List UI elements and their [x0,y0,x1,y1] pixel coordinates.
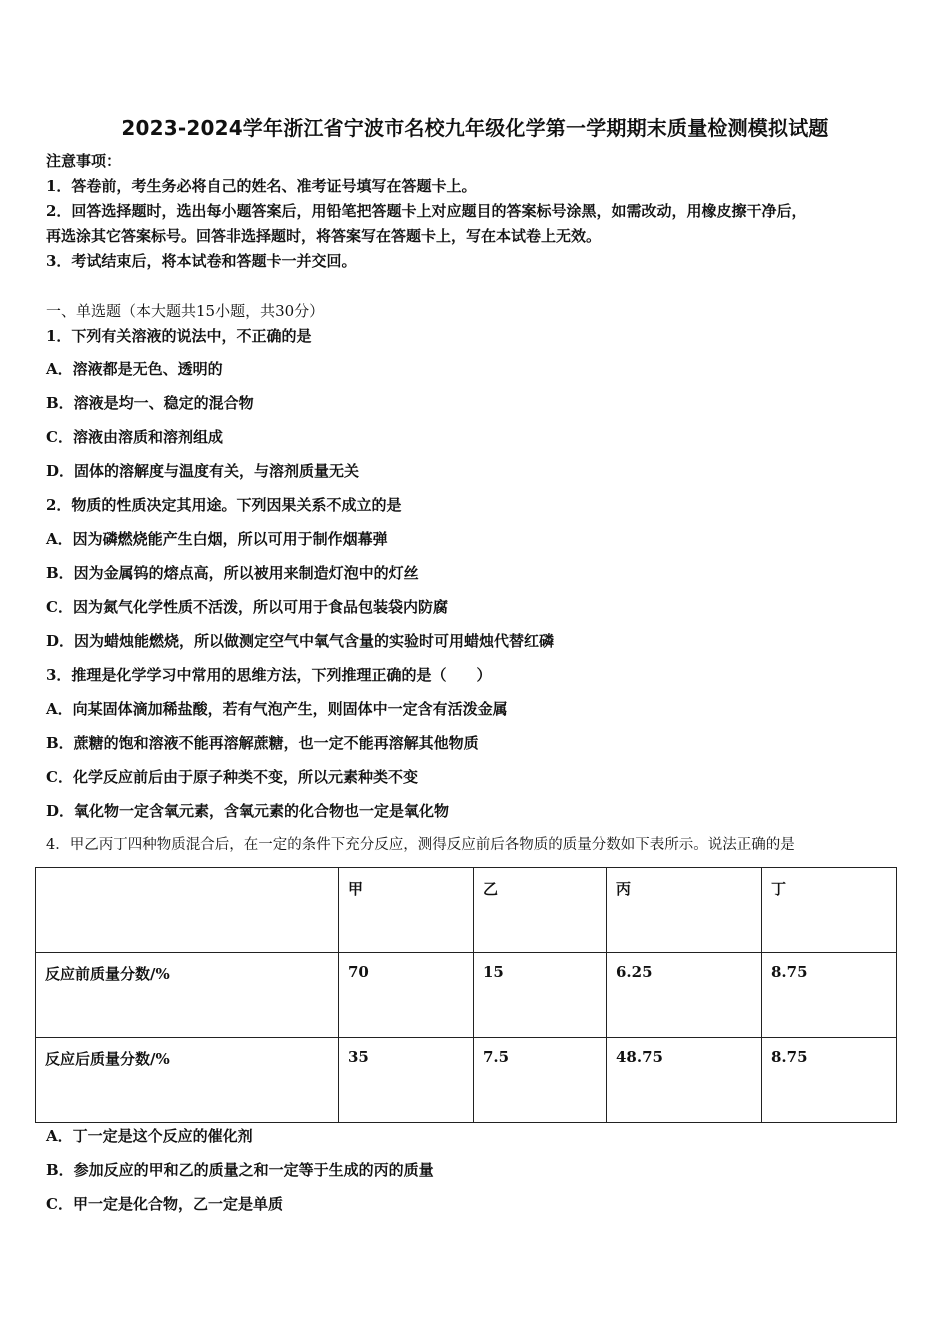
question-option: C．化学反应前后由于原子种类不变，所以元素种类不变 [46,768,418,786]
table-cell: 6.25 [607,953,762,1038]
question-option: B．参加反应的甲和乙的质量之和一定等于生成的丙的质量 [46,1161,434,1179]
table-row [36,1038,897,1123]
table-cell [36,868,339,953]
question-option: A．向某固体滴加稀盐酸，若有气泡产生，则固体中一定含有活泼金属 [46,700,508,718]
question-option: B．蔗糖的饱和溶液不能再溶解蔗糖，也一定不能再溶解其他物质 [46,734,479,752]
table-row [36,953,897,1038]
table-header-cell: 丁 [762,868,897,953]
notice-item: 3．考试结束后，将本试卷和答题卡一并交回。 [46,252,357,270]
question-option: D．固体的溶解度与温度有关，与溶剂质量无关 [46,462,360,480]
question-option: B．因为金属钨的熔点高，所以被用来制造灯泡中的灯丝 [46,564,419,582]
question-option: A．丁一定是这个反应的催化剂 [46,1127,253,1145]
table-cell: 70 [339,953,474,1038]
table-cell: 35 [339,1038,474,1123]
question-stem: 1．下列有关溶液的说法中，不正确的是 [46,327,312,345]
notice-heading: 注意事项： [46,152,122,170]
table-header-cell: 乙 [474,868,607,953]
table-header-cell: 甲 [339,868,474,953]
table-row-label: 反应前质量分数/% [36,953,339,1038]
table-cell: 15 [474,953,607,1038]
table-header-row [36,868,897,953]
question-option: C．溶液由溶质和溶剂组成 [46,428,223,446]
question-option: C．甲一定是化合物，乙一定是单质 [46,1195,283,1213]
notice-item: 再选涂其它答案标号。回答非选择题时，将答案写在答题卡上，写在本试卷上无效。 [46,227,602,245]
page-title: 2023-2024学年浙江省宁波市名校九年级化学第一学期期末质量检测模拟试题 [121,116,829,140]
notice-item: 2．回答选择题时，选出每小题答案后，用铅笔把答题卡上对应题目的答案标号涂黑，如需改动，用橡皮擦干净后， [46,202,807,220]
question-stem: 3．推理是化学学习中常用的思维方法，下列推理正确的是（ ） [46,666,492,684]
table-cell: 8.75 [762,1038,897,1123]
question-option: D．氧化物一定含氧元素，含氧元素的化合物也一定是氧化物 [46,802,450,820]
question-option: D．因为蜡烛能燃烧，所以做测定空气中氧气含量的实验时可用蜡烛代替红磷 [46,632,555,650]
question-stem: 4．甲乙丙丁四种物质混合后，在一定的条件下充分反应，测得反应前后各物质的质量分数如下表所示。说法正确的是 [46,837,795,853]
question-option: B．溶液是均一、稳定的混合物 [46,394,254,412]
table-cell: 7.5 [474,1038,607,1123]
question-option: A．溶液都是无色、透明的 [46,360,223,378]
section-heading: 一、单选题（本大题共15小题，共30分） [46,302,325,320]
table-cell: 48.75 [607,1038,762,1123]
question-stem: 2．物质的性质决定其用途。下列因果关系不成立的是 [46,496,402,514]
mass-fraction-table [35,867,897,1123]
table-header-cell: 丙 [607,868,762,953]
question-option: C．因为氮气化学性质不活泼，所以可用于食品包装袋内防腐 [46,598,448,616]
question-option: A．因为磷燃烧能产生白烟，所以可用于制作烟幕弹 [46,530,388,548]
table-cell: 8.75 [762,953,897,1038]
table-row-label: 反应后质量分数/% [36,1038,339,1123]
notice-item: 1．答卷前，考生务必将自己的姓名、准考证号填写在答题卡上。 [46,177,477,195]
